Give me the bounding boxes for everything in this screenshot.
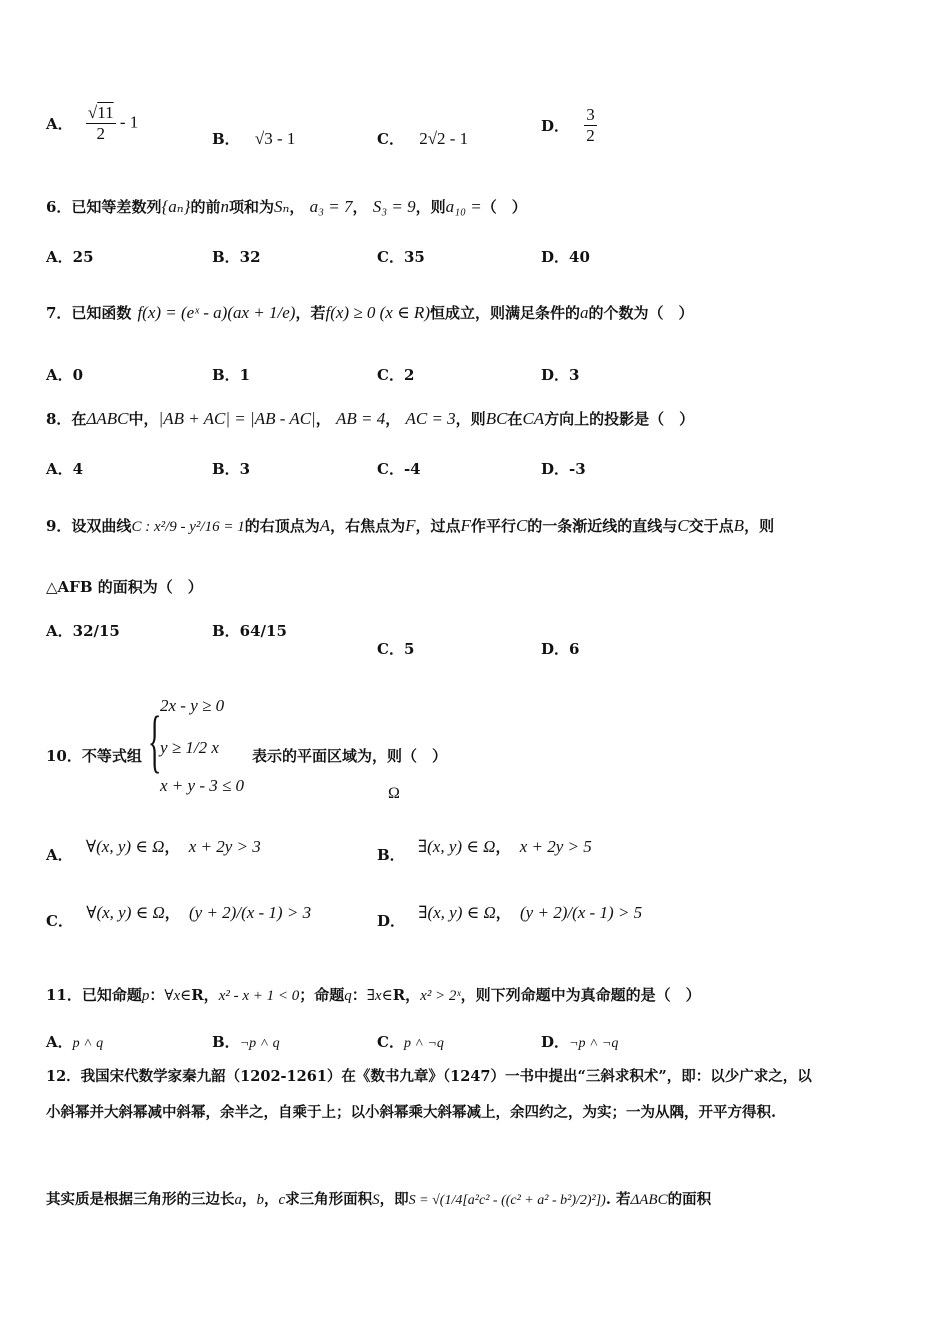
q7-option-d[interactable]: D．3	[541, 366, 580, 384]
q10-option-c[interactable]: C． ∀(x, y) ∈ Ω， (y + 2)/(x - 1) > 3	[46, 903, 312, 930]
q8-condition: |AB + AC| = |AB - AC|	[158, 409, 316, 428]
q5-d-fraction: $\frac{3}{2}$	[586, 105, 595, 145]
q10-ineq-2: y ≥ 1/2 x	[160, 738, 219, 757]
q10-d-quant: ∃(x, y) ∈ Ω	[418, 903, 496, 922]
q8-option-a[interactable]: A．4	[46, 460, 84, 478]
q6-option-a[interactable]: A．25	[46, 248, 94, 266]
q11-option-c[interactable]	[377, 1031, 444, 1052]
q10-a-expr: x + 2y > 3	[188, 837, 261, 856]
q12-line-2: 小斜幂并大斜幂减中斜幂，余半之，自乘于上；以小斜幂乘大斜幂减上，余四约之，为实；一为从隅，开平方得积.	[46, 1104, 777, 1121]
q5-a-fraction	[86, 103, 116, 144]
option-letter: B．	[377, 846, 405, 864]
q10-a-quant: ∀(x, y) ∈ Ω	[85, 837, 165, 856]
q10-stem: 10．不等式组	[46, 747, 142, 765]
q9-option-a[interactable]	[46, 620, 120, 641]
q11-option-a[interactable]	[46, 1031, 103, 1052]
q10-c-expr: (y + 2)/(x - 1) > 3	[189, 903, 312, 922]
q10-c-quant: ∀(x, y) ∈ Ω	[86, 903, 165, 922]
q11-stem: 11．已知命题p：∀x∈R，x² - x + 1 < 0；命题q：∃x∈R，x² > 2ˣ，则下列命题中为真命题的是（ ）	[46, 986, 701, 1004]
option-letter: D．	[541, 117, 570, 135]
q12-line-1: 12．我国宋代数学家秦九韶（1202-1261）在《数书九章》（1247）一书中提出“三斜求积术”，即：以少广求之，以	[46, 1068, 812, 1085]
q9-stem: 9．设双曲线C : x²/9 - y²/16 = 1的右顶点为A，右焦点为F，过点F作平行C的一条渐近线的直线与C交于点B，则	[46, 516, 775, 535]
q9-stem-line2: △AFB 的面积为（ ）	[46, 578, 203, 596]
q5-b-expr: √3 - 1	[254, 129, 296, 148]
q7-option-b[interactable]: B．1	[212, 366, 251, 384]
q9-b-text: B．64/15	[212, 622, 287, 640]
q11-option-d[interactable]	[541, 1031, 618, 1052]
q8-stem: 8．在ΔABC中，|AB + AC| = |AB - AC|， AB = 4， AC = 3，则BC在CA方向上的投影是（ ）	[46, 409, 695, 428]
q10-ineq-1: 2x - y ≥ 0	[160, 696, 225, 715]
option-letter: A．	[46, 846, 73, 864]
q10-option-b[interactable]: B． ∃(x, y) ∈ Ω， x + 2y > 5	[377, 837, 592, 864]
q11-b-expr: ¬p ˄ q	[239, 1036, 280, 1051]
q9-option-d[interactable]: D．6	[541, 640, 580, 658]
q5-a-den: 2	[96, 124, 105, 143]
option-letter: A．	[46, 1033, 73, 1051]
q12-formula: S = √(1/4[a²c² - ((c² + a² - b²)/2)²])	[408, 1193, 606, 1208]
q9-curve: C : x²/9 - y²/16 = 1	[131, 519, 245, 535]
q12-line-3: 其实质是根据三角形的三边长a，b，c求三角形面积S，即S = √(1/4[a²c² - ((c² + a² - b²)/2)²]). 若ΔABC的面积	[46, 1191, 712, 1208]
q11-option-b[interactable]	[212, 1031, 280, 1052]
q10-d-expr: (y + 2)/(x - 1) > 5	[520, 903, 643, 922]
option-letter: A．	[46, 115, 73, 133]
q11-c-expr: p ˄ ¬q	[403, 1036, 444, 1051]
q8-option-b[interactable]: B．3	[212, 460, 251, 478]
option-letter: C．	[46, 912, 73, 930]
q5-option-a[interactable]	[46, 103, 138, 144]
q10-stem-b: 表示的平面区域为，则（ ）	[252, 747, 448, 765]
q5-option-d[interactable]	[541, 105, 597, 146]
q7-function: f(x) = (eˣ - a)(ax + 1/e)	[137, 303, 296, 322]
q8-option-c[interactable]: C．-4	[377, 460, 421, 478]
option-letter: C．	[377, 130, 404, 148]
q11-a-expr: p ˄ q	[72, 1036, 104, 1051]
q5-option-b[interactable]	[212, 128, 295, 149]
q6-option-b[interactable]: B．32	[212, 248, 261, 266]
option-letter: D．	[541, 1033, 570, 1051]
q7-option-c[interactable]: C．2	[377, 366, 415, 384]
q10-b-expr: x + 2y > 5	[519, 837, 592, 856]
q6-option-c[interactable]: C．35	[377, 248, 425, 266]
q6-stem: 6．已知等差数列{aₙ}的前n项和为Sₙ， a₃ = 7， S₃ = 9，则a₁₀ =（ ）	[46, 197, 527, 216]
q10-option-a[interactable]: A． ∀(x, y) ∈ Ω， x + 2y > 3	[46, 837, 261, 864]
option-letter: B．	[212, 1033, 240, 1051]
q7-option-a[interactable]: A．0	[46, 366, 84, 384]
q6-seq: {aₙ}	[161, 197, 191, 216]
option-letter: B．	[212, 130, 240, 148]
q5-option-c[interactable]	[377, 128, 468, 149]
q9-option-c[interactable]: C．5	[377, 640, 415, 658]
option-letter: D．	[377, 912, 406, 930]
q5-a-num: √11	[87, 103, 114, 122]
q8-option-d[interactable]: D．-3	[541, 460, 586, 478]
q6-option-d[interactable]: D．40	[541, 248, 590, 266]
q5-c-expr: 2√2 - 1	[419, 129, 469, 148]
option-letter: C．	[377, 1033, 404, 1051]
q10-brace: {	[148, 703, 162, 780]
q10-option-d[interactable]: D． ∃(x, y) ∈ Ω， (y + 2)/(x - 1) > 5	[377, 903, 643, 930]
q9-option-b[interactable]	[212, 620, 287, 641]
q10-omega: Ω	[388, 785, 400, 802]
q5-a-minus: - 1	[115, 112, 139, 132]
q10-b-quant: ∃(x, y) ∈ Ω	[417, 837, 496, 856]
q7-stem: 7．已知函数 f(x) = (eˣ - a)(ax + 1/e)，若f(x) ≥ 0 (x ∈ R)恒成立，则满足条件的a的个数为（ ）	[46, 303, 694, 322]
q10-ineq-3: x + y - 3 ≤ 0	[160, 776, 245, 795]
q9-a-text: A．32/15	[46, 622, 120, 640]
q11-d-expr: ¬p ˄ ¬q	[569, 1036, 619, 1051]
